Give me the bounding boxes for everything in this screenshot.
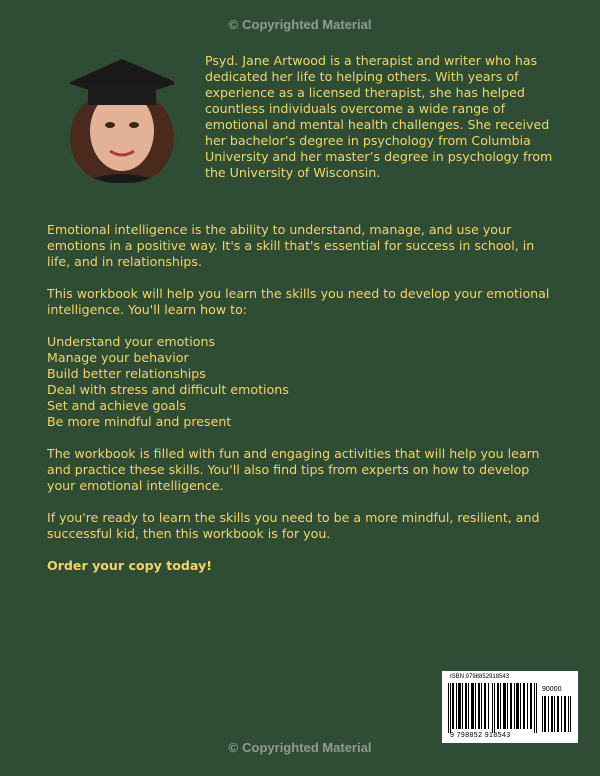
copyright-icon: © — [228, 740, 239, 755]
watermark-text: Copyrighted Material — [242, 17, 372, 32]
author-photo — [60, 53, 184, 183]
list-item: Be more mindful and present — [47, 414, 232, 429]
list-item: Manage your behavior — [47, 350, 189, 365]
isbn-label: ISBN 9798852918543 — [450, 674, 510, 680]
list-item: Understand your emotions — [47, 334, 216, 349]
author-bio: Psyd. Jane Artwood is a therapist and writer who has dedicated her life to helping others. With years of experience as a licensed therapist, she has helped countless individuals overcome a wide range of emotional and mental health challenges. She received her bachelor’s degree in psychology from Columbia University and her master’s degree in psychology from the University of Wisconsin. — [205, 53, 553, 180]
isbn-barcode — [442, 671, 578, 743]
addon-barcode-icon — [542, 696, 572, 732]
copyright-watermark-bottom — [0, 740, 600, 755]
intro-paragraph: Emotional intelligence is the ability to understand, manage, and use your emotions in a positive way. It's a skill that's essential for success in school, in life, and in relationships. — [47, 222, 535, 269]
closing-paragraph: If you're ready to learn the skills you need to be a more mindful, resilient, and successful kid, then this workbook is for you. — [47, 510, 540, 541]
copyright-watermark-top — [0, 17, 600, 32]
list-item: Build better relationships — [47, 366, 206, 381]
list-item: Deal with stress and difficult emotions — [47, 382, 289, 397]
barcode-bars-icon — [448, 683, 540, 733]
isbn-digits: 9 798852 918543 — [450, 732, 511, 739]
price-code: 90000 — [542, 686, 562, 693]
order-call-to-action: Order your copy today! — [47, 558, 212, 573]
book-description — [47, 222, 557, 590]
list-item: Set and achieve goals — [47, 398, 186, 413]
activities-paragraph: The workbook is filled with fun and engaging activities that will help you learn and practice these skills. You'll also find tips from experts on how to develop your emotional intelligence. — [47, 446, 540, 493]
lead-in-paragraph: This workbook will help you learn the skills you need to develop your emotional intelligence. You'll learn how to: — [47, 286, 550, 317]
copyright-icon: © — [228, 17, 239, 32]
skills-list — [47, 334, 557, 430]
watermark-text: Copyrighted Material — [242, 740, 372, 755]
